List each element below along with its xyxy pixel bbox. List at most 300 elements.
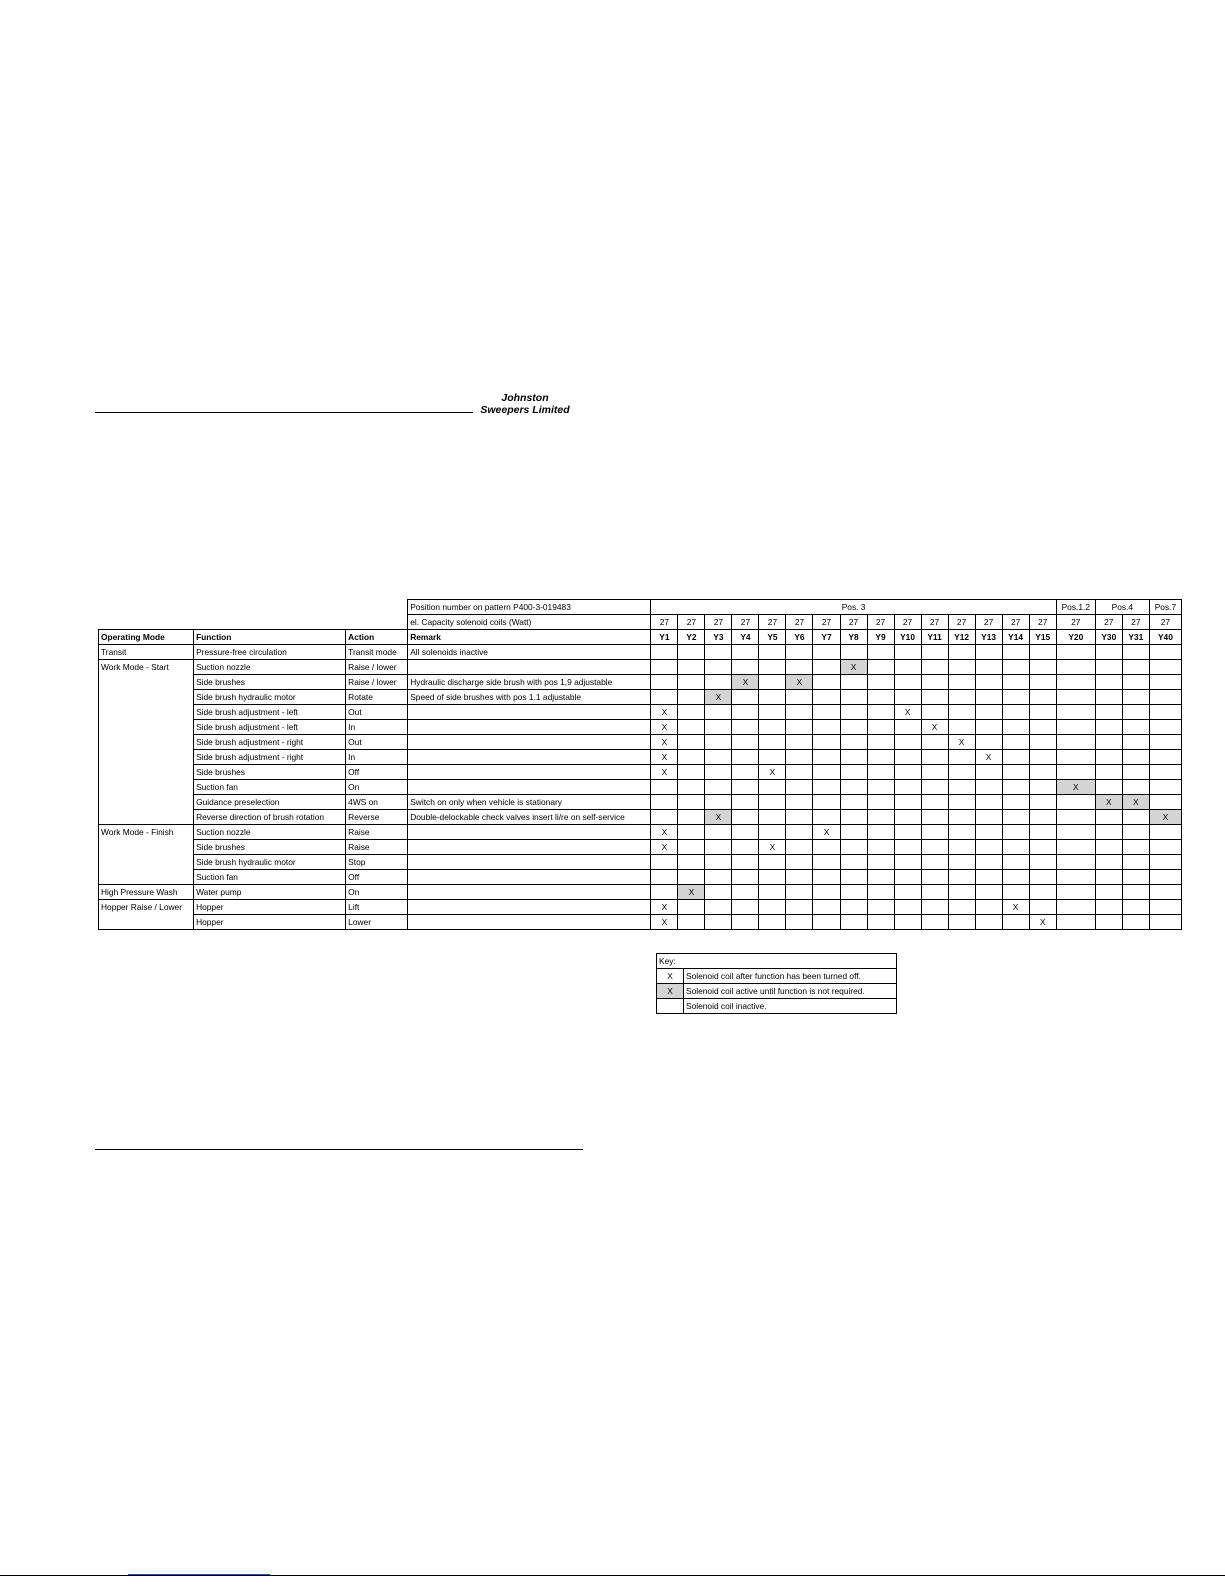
solenoid-cell [867, 810, 894, 825]
solenoid-cell [1056, 660, 1095, 675]
solenoid-header: Y30 [1095, 630, 1122, 645]
solenoid-cell [786, 735, 813, 750]
remark-cell: All solenoids inactive [408, 645, 651, 660]
solenoid-header: Y9 [867, 630, 894, 645]
action-cell: Rotate [346, 690, 408, 705]
solenoid-cell [759, 780, 786, 795]
solenoid-cell [1002, 675, 1029, 690]
solenoid-cell [786, 915, 813, 930]
solenoid-cell [840, 795, 867, 810]
operating-mode-cell: Work Mode - Start [99, 660, 194, 825]
solenoid-cell [1095, 690, 1122, 705]
function-cell: Side brush adjustment - left [194, 720, 346, 735]
solenoid-cell [813, 885, 840, 900]
solenoid-cell [651, 645, 678, 660]
solenoid-cell [813, 675, 840, 690]
solenoid-cell [1056, 720, 1095, 735]
solenoid-mark: X [813, 825, 840, 840]
solenoid-cell [894, 915, 921, 930]
solenoid-cell [759, 645, 786, 660]
solenoid-mark: X [759, 840, 786, 855]
solenoid-mark: X [786, 675, 813, 690]
solenoid-cell [867, 690, 894, 705]
solenoid-cell [948, 900, 975, 915]
solenoid-mark: X [1056, 780, 1095, 795]
solenoid-function-table [98, 599, 1182, 930]
solenoid-cell [1095, 810, 1122, 825]
capacity-cell: 27 [705, 615, 732, 630]
column-header-function: Function [194, 630, 346, 645]
solenoid-cell [678, 855, 705, 870]
solenoid-cell [1002, 795, 1029, 810]
capacity-cell: 27 [894, 615, 921, 630]
solenoid-cell [948, 915, 975, 930]
capacity-cell: 27 [732, 615, 759, 630]
solenoid-cell [705, 675, 732, 690]
solenoid-cell [894, 765, 921, 780]
solenoid-cell [1095, 855, 1122, 870]
action-cell: Reverse [346, 810, 408, 825]
solenoid-cell [948, 720, 975, 735]
solenoid-cell [975, 810, 1002, 825]
solenoid-cell [867, 825, 894, 840]
solenoid-cell [1122, 780, 1149, 795]
key-text: Solenoid coil after function has been turned off. [684, 969, 897, 984]
function-cell: Side brush hydraulic motor [194, 855, 346, 870]
solenoid-cell [651, 660, 678, 675]
solenoid-cell [759, 915, 786, 930]
solenoid-cell [1122, 855, 1149, 870]
solenoid-cell [867, 735, 894, 750]
solenoid-cell [1002, 645, 1029, 660]
table-row [99, 675, 1182, 690]
solenoid-cell [1149, 855, 1181, 870]
solenoid-cell [1002, 750, 1029, 765]
solenoid-cell [813, 915, 840, 930]
solenoid-cell [786, 765, 813, 780]
solenoid-cell [678, 720, 705, 735]
solenoid-cell [975, 645, 1002, 660]
capacity-cell: 27 [1122, 615, 1149, 630]
solenoid-cell [894, 855, 921, 870]
solenoid-cell [948, 855, 975, 870]
solenoid-cell [921, 855, 948, 870]
key-row [657, 999, 897, 1014]
solenoid-cell [705, 840, 732, 855]
solenoid-cell [813, 645, 840, 660]
solenoid-mark: X [894, 705, 921, 720]
capacity-cell: 27 [1095, 615, 1122, 630]
solenoid-cell [840, 810, 867, 825]
table-row [99, 795, 1182, 810]
group-header: Pos.1.2 [1056, 600, 1095, 615]
remark-cell [408, 780, 651, 795]
solenoid-cell [1002, 915, 1029, 930]
solenoid-cell [1056, 750, 1095, 765]
solenoid-cell [867, 765, 894, 780]
solenoid-cell [759, 705, 786, 720]
solenoid-cell [786, 810, 813, 825]
solenoid-cell [867, 915, 894, 930]
capacity-cell: 27 [759, 615, 786, 630]
solenoid-cell [1149, 870, 1181, 885]
function-cell: Suction fan [194, 870, 346, 885]
solenoid-mark: X [651, 915, 678, 930]
action-cell: Out [346, 705, 408, 720]
solenoid-cell [894, 660, 921, 675]
table-row [99, 780, 1182, 795]
remark-cell [408, 840, 651, 855]
solenoid-cell [975, 795, 1002, 810]
solenoid-cell [840, 750, 867, 765]
solenoid-cell [732, 645, 759, 660]
remark-cell: Switch on only when vehicle is stationary [408, 795, 651, 810]
solenoid-cell [948, 870, 975, 885]
solenoid-cell [867, 840, 894, 855]
solenoid-cell [1029, 855, 1056, 870]
remark-cell [408, 750, 651, 765]
function-cell: Suction fan [194, 780, 346, 795]
function-cell: Side brushes [194, 765, 346, 780]
solenoid-cell [1029, 705, 1056, 720]
solenoid-cell [1122, 690, 1149, 705]
solenoid-cell [759, 660, 786, 675]
solenoid-cell [786, 750, 813, 765]
solenoid-mark: X [1029, 915, 1056, 930]
solenoid-cell [732, 765, 759, 780]
solenoid-cell [975, 855, 1002, 870]
solenoid-cell [948, 840, 975, 855]
solenoid-cell [759, 675, 786, 690]
solenoid-cell [651, 810, 678, 825]
solenoid-cell [786, 780, 813, 795]
action-cell: Raise [346, 825, 408, 840]
key-symbol [657, 999, 684, 1014]
solenoid-cell [759, 795, 786, 810]
solenoid-cell [1149, 885, 1181, 900]
table-row [99, 840, 1182, 855]
solenoid-cell [867, 660, 894, 675]
solenoid-cell [705, 825, 732, 840]
action-cell: Transit mode [346, 645, 408, 660]
solenoid-header: Y13 [975, 630, 1002, 645]
solenoid-mark: X [651, 735, 678, 750]
solenoid-header: Y5 [759, 630, 786, 645]
solenoid-cell [921, 840, 948, 855]
solenoid-cell [921, 915, 948, 930]
function-cell: Side brush hydraulic motor [194, 690, 346, 705]
solenoid-cell [1095, 660, 1122, 675]
solenoid-cell [678, 795, 705, 810]
solenoid-cell [651, 690, 678, 705]
column-header-action: Action [346, 630, 408, 645]
solenoid-cell [1095, 720, 1122, 735]
solenoid-header: Y14 [1002, 630, 1029, 645]
solenoid-cell [1029, 735, 1056, 750]
solenoid-cell [867, 675, 894, 690]
solenoid-mark: X [651, 765, 678, 780]
solenoid-cell [840, 870, 867, 885]
solenoid-mark: X [1149, 810, 1181, 825]
solenoid-cell [1029, 675, 1056, 690]
solenoid-cell [651, 795, 678, 810]
solenoid-cell [921, 735, 948, 750]
solenoid-cell [867, 705, 894, 720]
solenoid-cell [948, 750, 975, 765]
solenoid-cell [1029, 690, 1056, 705]
capacity-cell: 27 [813, 615, 840, 630]
solenoid-cell [948, 780, 975, 795]
solenoid-cell [840, 780, 867, 795]
solenoid-cell [1095, 705, 1122, 720]
solenoid-cell [1056, 900, 1095, 915]
capacity-cell: 27 [975, 615, 1002, 630]
solenoid-cell [894, 900, 921, 915]
solenoid-cell [1122, 885, 1149, 900]
table-row [99, 765, 1182, 780]
solenoid-cell [786, 690, 813, 705]
solenoid-cell [975, 675, 1002, 690]
function-cell: Suction nozzle [194, 825, 346, 840]
action-cell: On [346, 885, 408, 900]
solenoid-cell [921, 825, 948, 840]
solenoid-cell [1002, 810, 1029, 825]
blank-cell [99, 600, 408, 615]
solenoid-cell [678, 900, 705, 915]
company-brand [470, 392, 580, 416]
key-text: Solenoid coil inactive. [684, 999, 897, 1014]
solenoid-cell [975, 720, 1002, 735]
solenoid-cell [975, 690, 1002, 705]
solenoid-cell [1056, 645, 1095, 660]
solenoid-header: Y10 [894, 630, 921, 645]
solenoid-mark: X [921, 720, 948, 735]
solenoid-cell [975, 765, 1002, 780]
solenoid-cell [732, 825, 759, 840]
remark-cell [408, 855, 651, 870]
solenoid-header: Y11 [921, 630, 948, 645]
solenoid-cell [1056, 690, 1095, 705]
solenoid-mark: X [705, 810, 732, 825]
capacity-row [99, 615, 1182, 630]
solenoid-cell [867, 870, 894, 885]
table-row [99, 645, 1182, 660]
solenoid-cell [759, 900, 786, 915]
solenoid-cell [732, 810, 759, 825]
function-cell: Suction nozzle [194, 660, 346, 675]
action-cell: Stop [346, 855, 408, 870]
solenoid-cell [840, 825, 867, 840]
solenoid-cell [975, 705, 1002, 720]
solenoid-cell [1122, 750, 1149, 765]
solenoid-cell [759, 810, 786, 825]
solenoid-cell [1149, 840, 1181, 855]
solenoid-cell [786, 720, 813, 735]
operating-mode-cell: Work Mode - Finish [99, 825, 194, 885]
table-row [99, 915, 1182, 930]
group-header: Pos. 3 [651, 600, 1056, 615]
column-header-remark: Remark [408, 630, 651, 645]
solenoid-header: Y2 [678, 630, 705, 645]
solenoid-cell [1095, 765, 1122, 780]
solenoid-mark: X [651, 840, 678, 855]
solenoid-cell [732, 690, 759, 705]
solenoid-mark: X [948, 735, 975, 750]
solenoid-mark: X [1095, 795, 1122, 810]
solenoid-cell [1122, 840, 1149, 855]
brand-line-2: Sweepers Limited [480, 404, 570, 416]
key-title-row [657, 954, 897, 969]
action-cell: Off [346, 870, 408, 885]
solenoid-cell [1002, 840, 1029, 855]
solenoid-cell [1002, 855, 1029, 870]
action-cell: Out [346, 735, 408, 750]
footer-link-underline [128, 1574, 270, 1575]
operating-mode-cell: High Pressure Wash [99, 885, 194, 900]
solenoid-header: Y31 [1122, 630, 1149, 645]
group-header: Pos.7 [1149, 600, 1181, 615]
solenoid-cell [732, 795, 759, 810]
solenoid-cell [894, 690, 921, 705]
solenoid-cell [975, 915, 1002, 930]
solenoid-cell [840, 915, 867, 930]
action-cell: Off [346, 765, 408, 780]
solenoid-cell [840, 885, 867, 900]
solenoid-cell [948, 765, 975, 780]
solenoid-cell [813, 855, 840, 870]
solenoid-cell [1002, 885, 1029, 900]
solenoid-cell [786, 795, 813, 810]
solenoid-cell [975, 870, 1002, 885]
solenoid-header: Y12 [948, 630, 975, 645]
solenoid-cell [759, 870, 786, 885]
solenoid-cell [1149, 720, 1181, 735]
solenoid-header: Y40 [1149, 630, 1181, 645]
action-cell: Raise [346, 840, 408, 855]
solenoid-cell [786, 660, 813, 675]
table-row [99, 810, 1182, 825]
solenoid-cell [813, 705, 840, 720]
solenoid-mark: X [678, 885, 705, 900]
solenoid-cell [1056, 840, 1095, 855]
key-row [657, 984, 897, 999]
position-row [99, 600, 1182, 615]
capacity-label: el. Capacity solenoid coils (Watt) [408, 615, 651, 630]
capacity-cell: 27 [948, 615, 975, 630]
operating-mode-cell: Hopper Raise / Lower [99, 900, 194, 930]
solenoid-cell [678, 750, 705, 765]
solenoid-cell [1122, 645, 1149, 660]
solenoid-cell [1056, 810, 1095, 825]
capacity-cell: 27 [1029, 615, 1056, 630]
capacity-cell: 27 [651, 615, 678, 630]
capacity-cell: 27 [840, 615, 867, 630]
solenoid-cell [921, 870, 948, 885]
solenoid-mark: X [651, 720, 678, 735]
solenoid-cell [894, 795, 921, 810]
solenoid-cell [1056, 735, 1095, 750]
key-text: Solenoid coil active until function is not required. [684, 984, 897, 999]
solenoid-cell [759, 885, 786, 900]
solenoid-cell [1149, 825, 1181, 840]
solenoid-cell [894, 720, 921, 735]
solenoid-cell [840, 855, 867, 870]
action-cell: Lift [346, 900, 408, 915]
solenoid-cell [813, 720, 840, 735]
solenoid-cell [1029, 840, 1056, 855]
column-header-mode: Operating Mode [99, 630, 194, 645]
function-cell: Reverse direction of brush rotation [194, 810, 346, 825]
solenoid-cell [1002, 690, 1029, 705]
solenoid-cell [678, 690, 705, 705]
solenoid-cell [921, 690, 948, 705]
remark-cell: Hydraulic discharge side brush with pos 1,9 adjustable [408, 675, 651, 690]
solenoid-cell [1029, 810, 1056, 825]
remark-cell [408, 705, 651, 720]
solenoid-cell [732, 720, 759, 735]
solenoid-cell [1029, 900, 1056, 915]
solenoid-cell [813, 795, 840, 810]
key-row [657, 969, 897, 984]
solenoid-cell [813, 735, 840, 750]
solenoid-cell [705, 660, 732, 675]
solenoid-header: Y20 [1056, 630, 1095, 645]
solenoid-cell [1149, 795, 1181, 810]
solenoid-cell [1029, 885, 1056, 900]
function-cell: Hopper [194, 900, 346, 915]
solenoid-cell [867, 885, 894, 900]
solenoid-cell [948, 675, 975, 690]
solenoid-cell [921, 810, 948, 825]
action-cell: Raise / lower [346, 675, 408, 690]
solenoid-cell [1149, 780, 1181, 795]
solenoid-cell [894, 825, 921, 840]
action-cell: On [346, 780, 408, 795]
solenoid-cell [975, 900, 1002, 915]
key-symbol: X [657, 984, 684, 999]
solenoid-cell [948, 810, 975, 825]
solenoid-cell [1149, 900, 1181, 915]
remark-cell [408, 765, 651, 780]
solenoid-cell [1122, 720, 1149, 735]
solenoid-cell [1149, 705, 1181, 720]
solenoid-cell [1002, 735, 1029, 750]
table-row [99, 660, 1182, 675]
solenoid-header: Y6 [786, 630, 813, 645]
solenoid-cell [813, 750, 840, 765]
solenoid-cell [867, 645, 894, 660]
capacity-cell: 27 [678, 615, 705, 630]
solenoid-cell [1122, 765, 1149, 780]
function-cell: Pressure-free circulation [194, 645, 346, 660]
solenoid-cell [1095, 675, 1122, 690]
solenoid-cell [1002, 705, 1029, 720]
solenoid-cell [975, 780, 1002, 795]
table-row [99, 705, 1182, 720]
solenoid-cell [678, 780, 705, 795]
solenoid-cell [921, 675, 948, 690]
solenoid-cell [732, 855, 759, 870]
solenoid-mark: X [651, 825, 678, 840]
solenoid-cell [732, 915, 759, 930]
solenoid-cell [732, 885, 759, 900]
remark-cell: Double-delockable check valves insert li/re on self-service [408, 810, 651, 825]
solenoid-cell [1029, 750, 1056, 765]
capacity-cell: 27 [786, 615, 813, 630]
legend-key [656, 953, 897, 1014]
function-cell: Side brush adjustment - right [194, 750, 346, 765]
solenoid-cell [705, 915, 732, 930]
